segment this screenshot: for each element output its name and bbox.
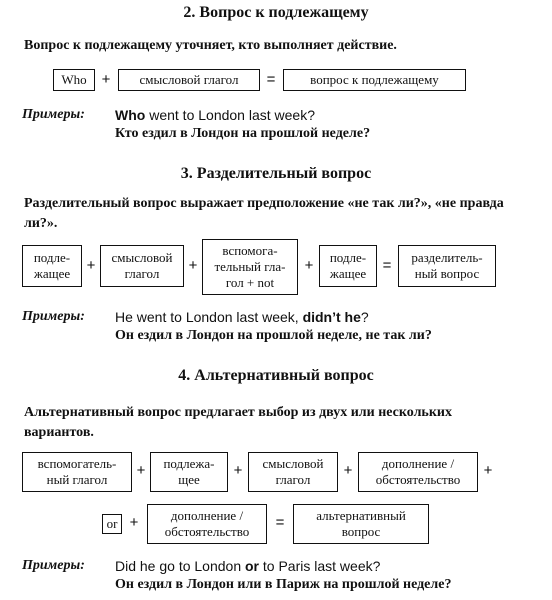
plus-operator: + bbox=[188, 257, 198, 274]
plus-operator: + bbox=[86, 257, 96, 274]
section-4-example-label: Примеры: bbox=[22, 558, 85, 573]
section-3-example-label: Примеры: bbox=[22, 309, 85, 324]
formula-box-main-verb: смысловой глагол bbox=[100, 245, 184, 287]
formula-box-tag-question: разделитель- ный вопрос bbox=[398, 245, 496, 287]
plus-operator: + bbox=[101, 71, 111, 88]
section-4-description: Альтернативный вопрос предлагает выбор из двух или нескольких вариантов. bbox=[24, 405, 452, 440]
plus-operator: + bbox=[343, 462, 353, 479]
section-2-example-en: Who went to London last week? bbox=[115, 107, 315, 123]
section-4-title: 4. Альтернативный вопрос bbox=[178, 367, 374, 384]
formula-box-subject: подле- жащее bbox=[22, 245, 82, 287]
plus-operator: + bbox=[483, 462, 493, 479]
formula-box-aux-verb-not: вспомога- тельный гла- гол + not bbox=[202, 239, 298, 295]
plus-operator: + bbox=[129, 514, 139, 531]
section-3-description: Разделительный вопрос выражает предположение «не так ли?», «не правда ли?». bbox=[24, 196, 504, 231]
formula-box-object-circumstance-2: дополнение / обстоятельство bbox=[147, 504, 267, 544]
formula-box-main-verb: смысловой глагол bbox=[118, 69, 260, 91]
formula-box-aux-verb: вспомогатель- ный глагол bbox=[22, 452, 132, 492]
section-2-example-ru: Кто ездил в Лондон на прошлой неделе? bbox=[115, 126, 371, 141]
section-3-example-en: He went to London last week, didn’t he? bbox=[115, 309, 369, 325]
formula-box-alternative-question: альтернативный вопрос bbox=[293, 504, 429, 544]
equals-operator: = bbox=[382, 257, 392, 274]
formula-box-who: Who bbox=[53, 69, 95, 91]
section-3-title: 3. Разделительный вопрос bbox=[180, 165, 372, 182]
section-3-example-ru: Он ездил в Лондон на прошлой неделе, не так ли? bbox=[115, 328, 432, 343]
formula-box-main-verb: смысловой глагол bbox=[248, 452, 338, 492]
formula-box-object-circumstance: дополнение / обстоятельство bbox=[358, 452, 478, 492]
section-2-description: Вопрос к подлежащему уточняет, кто выполняет действие. bbox=[24, 38, 397, 53]
formula-box-subject-2: подле- жащее bbox=[319, 245, 377, 287]
section-2-title: 2. Вопрос к подлежащему bbox=[183, 4, 369, 21]
formula-box-subject-question: вопрос к подлежащему bbox=[283, 69, 466, 91]
equals-operator: = bbox=[266, 71, 276, 88]
formula-box-or: or bbox=[102, 514, 122, 534]
plus-operator: + bbox=[304, 257, 314, 274]
plus-operator: + bbox=[233, 462, 243, 479]
formula-box-subject: подлежа- щее bbox=[150, 452, 228, 492]
section-4-example-ru: Он ездил в Лондон или в Париж на прошлой неделе? bbox=[115, 577, 452, 592]
plus-operator: + bbox=[136, 462, 146, 479]
equals-operator: = bbox=[275, 514, 285, 531]
section-2-example-label: Примеры: bbox=[22, 107, 85, 122]
section-4-example-en: Did he go to London or to Paris last week? bbox=[115, 558, 381, 574]
